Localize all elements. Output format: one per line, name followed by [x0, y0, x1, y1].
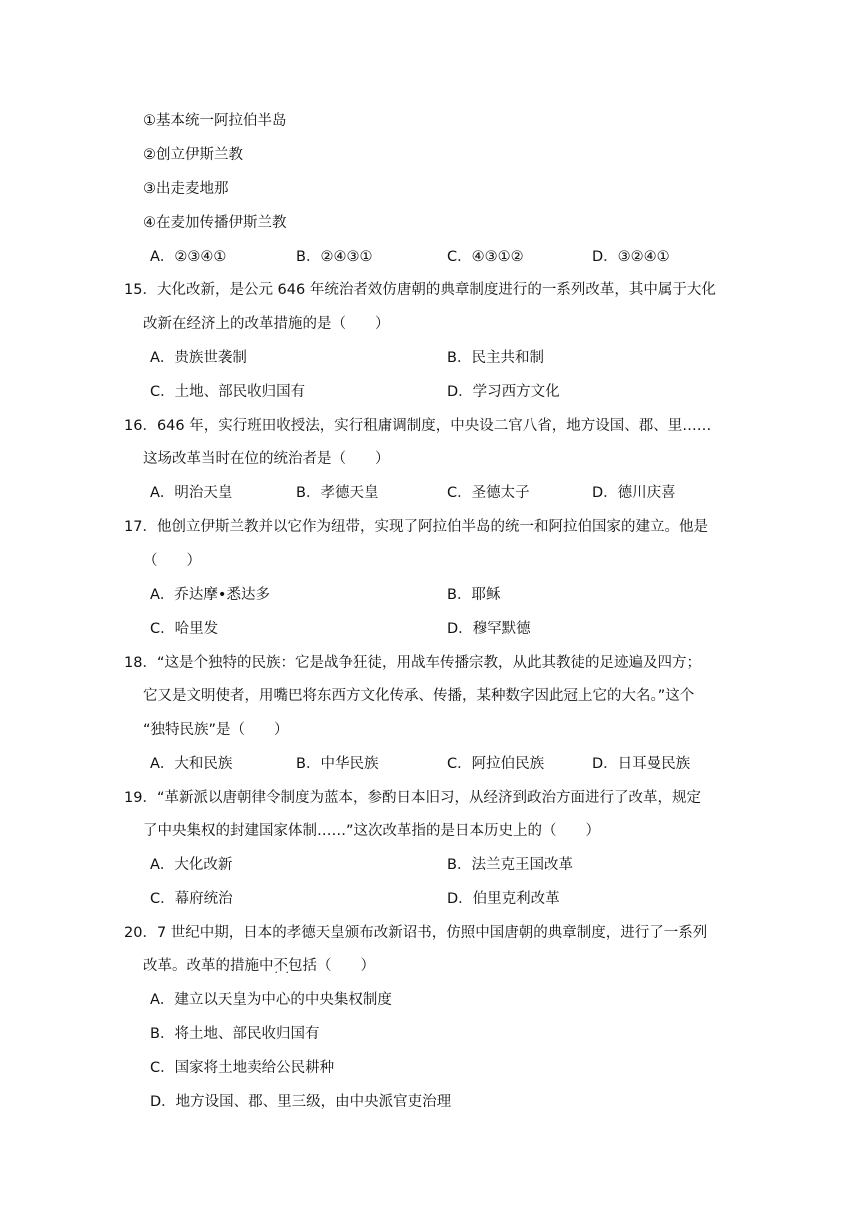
stem-text: 改革。改革的措施中: [143, 958, 274, 974]
question-20-stem-cont: [143, 956, 375, 976]
q14-option-c: C．④③①②: [447, 249, 524, 265]
question-19-stem: 19．“革新派以唐朝律令制度为蓝本，参酌日本旧习，从经济到政治方面进行了改革，规定: [124, 790, 701, 806]
q15-option-c: C．土地、部民收归国有: [150, 384, 306, 400]
q20-option-b: B．将土地、部民收归国有: [150, 1026, 320, 1042]
question-19-stem-cont: 了中央集权的封建国家体制……”这次改革指的是日本历史上的（ ）: [143, 823, 601, 839]
question-18-stem-cont2: “独特民族”是（ ）: [143, 722, 289, 738]
question-17-stem: 17．他创立伊斯兰教并以它作为纽带，实现了阿拉伯半岛的统一和阿拉伯国家的建立。他是: [124, 519, 708, 535]
q16-option-c: C．圣德太子: [447, 485, 530, 501]
q18-option-a: A．大和民族: [150, 756, 233, 772]
q18-option-b: B．中华民族: [296, 756, 379, 772]
question-16-stem: 16．646 年，实行班田收授法，实行租庸调制度，中央设二官八省，地方设国、郡、里……: [124, 418, 712, 434]
q17-option-d: D．穆罕默德: [447, 621, 531, 637]
answer-blank: （ ）: [317, 958, 375, 974]
q16-option-d: D．德川庆喜: [592, 485, 676, 501]
list-item: ③出走麦地那: [143, 181, 229, 197]
list-item: ①基本统一阿拉伯半岛: [143, 113, 287, 129]
q18-option-d: D．日耳曼民族: [592, 756, 691, 772]
q16-option-b: B．孝德天皇: [296, 485, 379, 501]
q19-option-b: B．法兰克王国改革: [447, 857, 573, 873]
question-17-stem-cont: （ ）: [143, 553, 201, 569]
question-18-stem-cont: 它又是文明使者，用嘴巴将东西方文化传承、传播，某种数字因此冠上它的大名。”这个: [143, 688, 695, 704]
q14-option-d: D．③②④①: [592, 249, 670, 265]
q17-option-b: B．耶稣: [447, 587, 501, 603]
emphasized-text: 不包括 · ·: [274, 956, 318, 976]
q19-option-c: C．幕府统治: [150, 891, 233, 907]
q19-option-a: A．大化改新: [150, 857, 233, 873]
q15-option-d: D．学习西方文化: [447, 384, 560, 400]
question-15-stem: 15．大化改新，是公元 646 年统治者效仿唐朝的典章制度进行的一系列改革，其中属于大化: [124, 282, 716, 298]
question-20-stem: 20．7 世纪中期，日本的孝德天皇颁布改新诏书，仿照中国唐朝的典章制度，进行了一系列: [124, 925, 708, 941]
list-item: ②创立伊斯兰教: [143, 147, 243, 163]
q20-option-a: A．建立以天皇为中心的中央集权制度: [150, 992, 392, 1008]
question-18-stem: 18．“这是个独特的民族：它是战争狂徒，用战车传播宗教，从此其教徒的足迹遍及四方；: [124, 655, 701, 671]
q20-option-d: D．地方设国、郡、里三级，由中央派官吏治理: [150, 1094, 452, 1110]
q19-option-d: D．伯里克利改革: [447, 891, 560, 907]
q15-option-b: B．民主共和制: [447, 350, 544, 366]
q16-option-a: A．明治天皇: [150, 485, 233, 501]
q18-option-c: C．阿拉伯民族: [447, 756, 545, 772]
q14-option-b: B．②④③①: [296, 249, 373, 265]
q20-option-c: C．国家将土地卖给公民耕种: [150, 1060, 335, 1076]
question-16-stem-cont: 这场改革当时在位的统治者是（ ）: [143, 451, 390, 467]
list-item: ④在麦加传播伊斯兰教: [143, 215, 287, 231]
q17-option-a: A．乔达摩•悉达多: [150, 587, 270, 603]
q17-option-c: C．哈里发: [150, 621, 219, 637]
q15-option-a: A．贵族世袭制: [150, 350, 247, 366]
q14-option-a: A．②③④①: [150, 249, 227, 265]
question-15-stem-cont: 改新在经济上的改革措施的是（ ）: [143, 316, 390, 332]
